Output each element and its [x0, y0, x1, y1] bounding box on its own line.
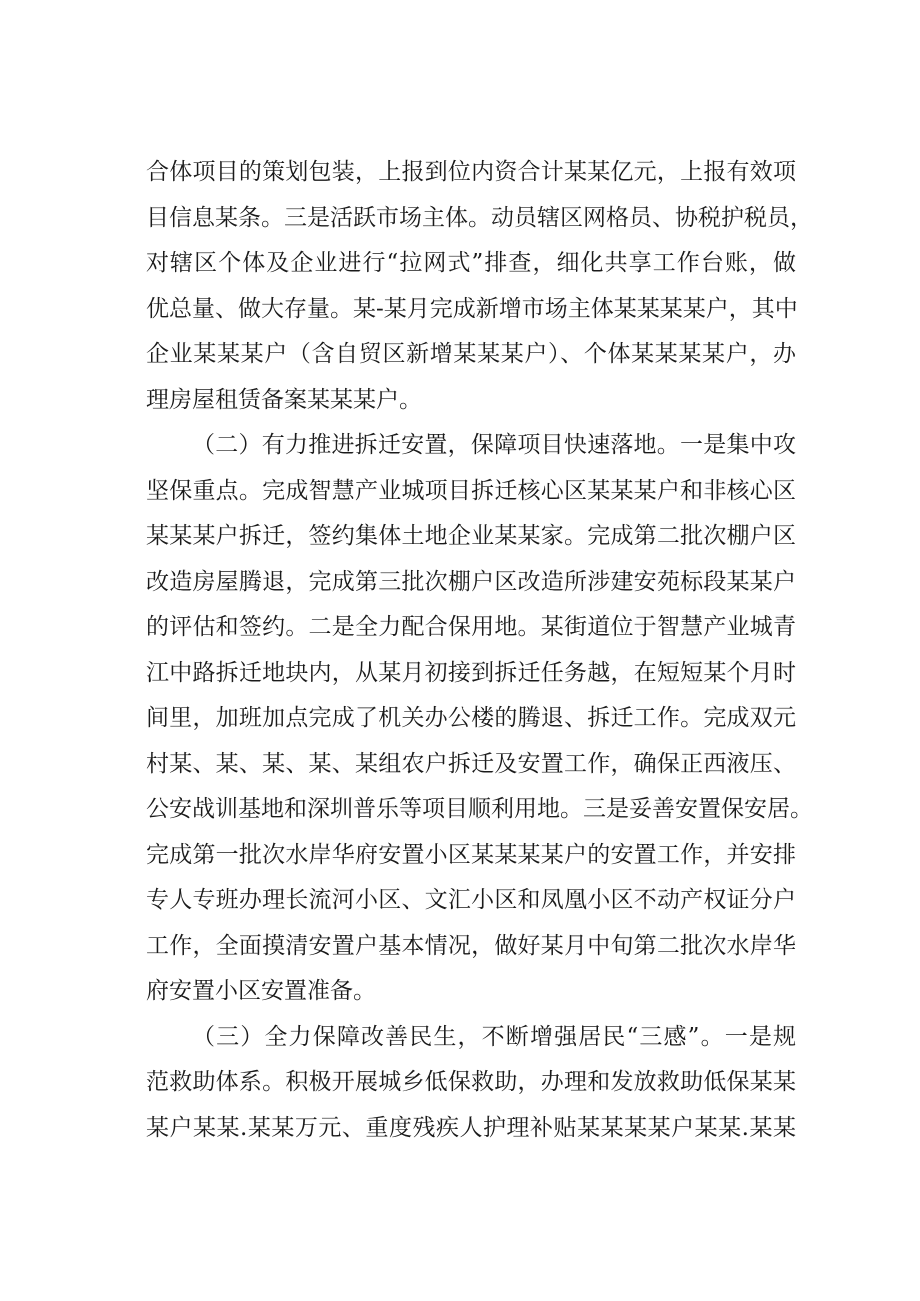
text-line: 理房屋租赁备案某某某户。 [146, 386, 422, 413]
text-line: 完成第一批次水岸华府安置小区某某某某户的安置工作，并安排 [146, 841, 796, 868]
text-line: 合体项目的策划包装，上报到位内资合计某某亿元，上报有效项 [146, 159, 796, 185]
text-line: 公安战训基地和深圳普乐等项目顺利用地。三是妥善安置保安居。 [146, 796, 813, 822]
text-line: 的评估和签约。二是全力配合保用地。某街道位于智慧产业城青 [146, 614, 796, 640]
text-line: 专人专班办理长流河小区、文汇小区和凤凰小区不动产权证分户 [146, 887, 796, 913]
text-line: 工作，全面摸清安置户基本情况，做好某月中旬第二批次水岸华 [146, 932, 796, 959]
text-line: 府安置小区安置准备。 [146, 978, 376, 1004]
text-line: 企业某某某户（含自贸区新增某某某户）、个体某某某某户，办 [146, 341, 796, 367]
text-line: 目信息某条。三是活跃市场主体。动员辖区网格员、协税护税员， [146, 204, 813, 231]
section-heading-line: （三）全力保障改善民生，不断增强居民“三感”。一是规 [192, 1023, 796, 1050]
text-line: 某某某户拆迁，签约集体土地企业某某家。完成第二批次棚户区 [146, 523, 796, 549]
text-line: 间里，加班加点完成了机关办公楼的腾退、拆迁工作。完成双元 [146, 705, 796, 731]
text-line: 对辖区个体及企业进行“拉网式”排查，细化共享工作台账，做 [146, 250, 796, 276]
text-line: 范救助体系。积极开展城乡低保救助，办理和发放救助低保某某 [146, 1069, 796, 1095]
text-line: 优总量、做大存量。某-某月完成新增市场主体某某某某户，其中 [146, 295, 798, 322]
text-line: 坚保重点。完成智慧产业城项目拆迁核心区某某某户和非核心区 [146, 477, 796, 504]
text-line: 江中路拆迁地块内，从某月初接到拆迁任务越，在短短某个月时 [146, 659, 796, 686]
text-line: 村某、某、某、某、某组农户拆迁及安置工作，确保正西液压、 [146, 750, 796, 777]
section-heading-line: （二）有力推进拆迁安置，保障项目快速落地。一是集中攻 [192, 432, 796, 458]
text-line: 某户某某.某某万元、重度残疾人护理补贴某某某某户某某.某某 [146, 1114, 796, 1141]
body-text [146, 150, 813, 1151]
text-line: 改造房屋腾退，完成第三批次棚户区改造所涉建安苑标段某某户 [146, 568, 796, 595]
